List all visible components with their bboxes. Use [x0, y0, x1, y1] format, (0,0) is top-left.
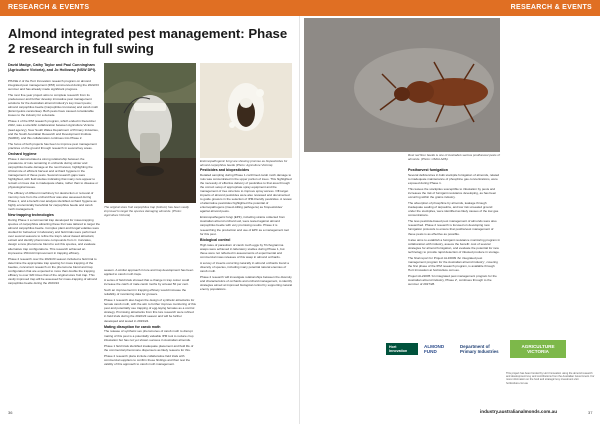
page-number-right: 37 — [588, 410, 593, 415]
section-heading: Mating disruption for carob moth — [104, 324, 161, 329]
paragraph: The next five-year project aims to complete research from its predecessor and further develop innovative pest management solutions for the Australian almond industry's key insect pests; almond carpophilus beetle (Carpophilus truncatus) and carob moth (Ectomyelois ceratoniae). Both pests have caused considerable losses to the industry for a decade. — [8, 93, 99, 118]
text-column-3 — [200, 166, 292, 401]
text-column-5 — [504, 40, 594, 321]
paragraph: Several deficiencies in bulk stockpile fumigation of almonds, related to inadequate maintenance of phosphine gas concentrations, were exposed during Phase 1. — [408, 172, 500, 185]
section-heading: Pesticides and biopesticides — [200, 168, 250, 172]
section-heading: Biological control — [200, 237, 231, 242]
paragraph: Phase 1 of the IPM research program, which ended in December 2022, was a scientific collaboration between Agriculture Victoria (lead agency), New South Wales Department of Primary Industries, and the South Australian Research and Development Institute (SARDI), and this collaboration continues into Phase 2. — [8, 119, 99, 140]
trap-photo — [104, 63, 196, 203]
paragraph: season. A similar approach in lure and trap development has been applied to carob moth traps. — [104, 268, 194, 277]
footer-url[interactable]: industry.australianalmonds.com.au — [480, 409, 558, 414]
fungus-beetle-photo — [200, 63, 292, 158]
article-byline: David Madge, Cathy Taylor and Paul Cunningham (Agriculture Victoria), and Jo Holloway (NSW DPI). — [8, 63, 97, 72]
trap-photo-caption: The original store fruit carpophilus trap (bottom) has been vastly improved to target the species damaging almonds. (Photo: Agriculture Victoria) — [104, 205, 189, 217]
paragraph: High rates of parasitism of carob moth eggs by Trichogramma wasps were achieved in laboratory studies during Phase 1, but these were not reflected in assessments of experimental and commercial mass releases of this wasp in almond orchards. — [200, 242, 285, 259]
section-heading: Postharvest fumigation — [408, 168, 448, 172]
paragraph: The final report for Project AL16009 'An integrated pest management program for the Australian almond industry', covering the first phase of the IPM research program, is available through Hort Innovation at horticulture.com.au. — [408, 255, 498, 272]
paragraph: This leaves the stockpiles susceptible to infestation by pests and increases the risk of fumigant resistance developing, as has been occurring within the grains industry. — [408, 187, 497, 200]
paragraph: A survey of insects occurring naturally in almond orchards found a diversity of species, including many potential natural enemies of carob moth. — [200, 260, 289, 273]
section-banner-left: RESEARCH & EVENTS — [0, 0, 300, 16]
paragraph: Phase 1 field trials identified inadequate placement and field life of the commercial pheromone dispensers as likely reasons for this. — [104, 343, 194, 352]
paragraph: Phase 2 research plans include collaborative field trials with commercial suppliers to confirm these findings and then test the validity of this approach to carob moth management. — [104, 353, 191, 366]
article-title: Almond integrated pest management: Phase 2 research in full swing — [8, 26, 288, 56]
paragraph: PHASE 2 of the Hort Innovation research program on almond integrated pest management (IPM) commenced during the 2022/23 summer and has already made significant progress. — [8, 79, 99, 92]
beetle-macro-caption: Rust red flour beetle is one of Australia's serious postharvest pests of almonds. (Photo: USDA ARS). — [408, 153, 500, 161]
paragraph: The absorption of phosphine by almonds, leakage through inadequate sealing of tarpaulins, and low risk unsealed ground under the stockpiles, were identified as likely causes of the low gas concentrations. — [408, 201, 499, 218]
section-heading: New trapping technologies — [8, 213, 54, 218]
paragraph: During Phase 1 a commercial trap developed for mass-trapping species of carpophilus attracting these fruit was tailored to target the almond carpophilus beetle. Complex plant and fungal volatiles were studied for behaviour in laboratory and field trials were performed over several seasons to refine the trap's odour-based attractant, extract and identify pheromone compounds from C. truncatus, design a new pheromone blend to suit this species, and evaluate alternative trap configurations. This research achieved an impressive 150-fold improvement in trapping efficacy. — [8, 218, 100, 255]
partner-logos — [386, 326, 596, 372]
paragraph: Entomopathogenic fungi (EPF), including strains collected from Australian almond orchard soil, were tested against almond carpophilus beetle with very promising results. Phase 2 is researching the production and use of EPF as a management tool for this pest. — [200, 215, 289, 236]
funding-disclaimer: This project has been funded by Hort Innovation using the almond research and development levy and contributions from the Australian Government. For more information on the fund and strategic levy investment visit horticulture.com.au — [506, 372, 595, 385]
paragraph: Phase 1 research also began the design of synthetic attractants for female carob moth, with the aim to further improve monitoring of this pest and potentially use trapping of egg-laying females as a control strategy. Promising attractants from this lure research were refined in field trials during the 2022/23 season and will be further developed and tested in 2023/24. — [104, 298, 196, 323]
page-number-left: 36 — [8, 410, 13, 415]
paragraph: It also aims to establish a fumigant resistance monitoring program in collaboration with industry, assess the benefit: cost of several strategies for almond fumigation, and evaluate the potential for new technology to provide rapid detection of infested produce in storage. — [408, 237, 500, 254]
paragraph: Phase 1 demonstrated a strong relationship between the prevalence of nuts remaining in orchards during winter and carpophilus beetle damage at the next harvest, highlighting the critical role of efficient harvest and orchard hygiene in the management of these pests. Several research gaps were highlighted, with field studies indicating that many nuts appear to remain on trees due to inadequate shake, rather than to disease or physiological issues. — [8, 156, 99, 189]
text-column-1 — [8, 79, 100, 401]
paragraph: Such an improvement in trapping efficacy would increase the reliability of monitoring data for growers. — [104, 288, 187, 297]
paragraph: The less pesticide-based pest management of almonds were also researched. Phase 2 research is focused on developing new fumigation protocols to ensure that postharvest management of these pests is as effective as possible. — [408, 219, 497, 236]
hort-innovation-logo: Hort Innovation — [386, 343, 418, 356]
paragraph: Project AL22005 'An integrated pest management program for the Australian almond industry, Phase 2', continues through to the summer of 2027/28. — [408, 273, 497, 287]
paragraph: Phase 2 research will investigate relationships between the diversity and characteristics of orchards and orchard management, to identify strategies aimed at improved biological control by supporting natural enemy populations. — [200, 274, 292, 291]
section-heading: Orchard hygiene — [8, 151, 37, 156]
page-gutter — [299, 0, 300, 424]
almond-fund-logo: ALMOND FUND — [424, 344, 445, 354]
beetle-macro-photo — [304, 18, 500, 152]
paragraph: The efficacy of different machinery for destruction or removal of mummy nuts from the orchard floor was also assessed during Phase 1, and a benefit cost analysis identified orchard hygiene as highly economically beneficial for carpophilus beetle and carob moth management. — [8, 191, 97, 212]
paragraph: Phase 2 research over the 2022/23 season included a field trial to determine the appropriate trap spacing for mass trapping of the beetles, concurrent research on the pheromone blend and trap configuration that are expected to more than double the trapping efficacy to over 320 times that of the original store fruit trap. This vastly improved trap will be assessed for mass-trapping of almond carpophilus beetle during the 2023/24 — [8, 256, 98, 285]
fungus-beetle-caption: Entomopathogenic fungi are showing promise as biopesticides for almond carpophilus beetle (Photo: Agriculture Victoria). — [200, 159, 288, 167]
section-banner-right: RESEARCH & EVENTS — [300, 0, 600, 16]
agriculture-victoria-logo: AGRICULTURE VICTORIA — [510, 340, 566, 358]
paragraph: The focus of both projects has been to improve pest management practices on the ground through research in several key areas. — [8, 141, 97, 150]
paragraph: Detailed sampling during Phase 1 confirmed carob moth damage to nuts was concentrated in the upper portion of trees. This highlighted the necessity of effective delivery of pesticides to that area through the correct setup of appropriate spray equipment and the management of tree structure to improve spray access. Off-target impacts of almond pesticides were also reviewed and documented to guide growers in the selection of IPM-friendly pesticides. A review of alternative pesticides highlighted the potential of entomopathogens (insect-killing pathogens) as 'biopesticides' against almond pests. — [200, 172, 292, 214]
paragraph: A series of field trials showed that a change in trap colour could increase the catch of male carob moths by at least 50 per cent. — [104, 278, 190, 287]
text-column-2 — [104, 268, 196, 401]
paragraph: The release of synthetic sex pheromones of carob moth to disrupt mating of this pest is a potentially valuable IPM tool to reduce crop infestation but has not yet shown success in Australian almonds. — [104, 329, 194, 342]
nsw-dpi-logo: Department of Primary Industries — [460, 344, 499, 354]
